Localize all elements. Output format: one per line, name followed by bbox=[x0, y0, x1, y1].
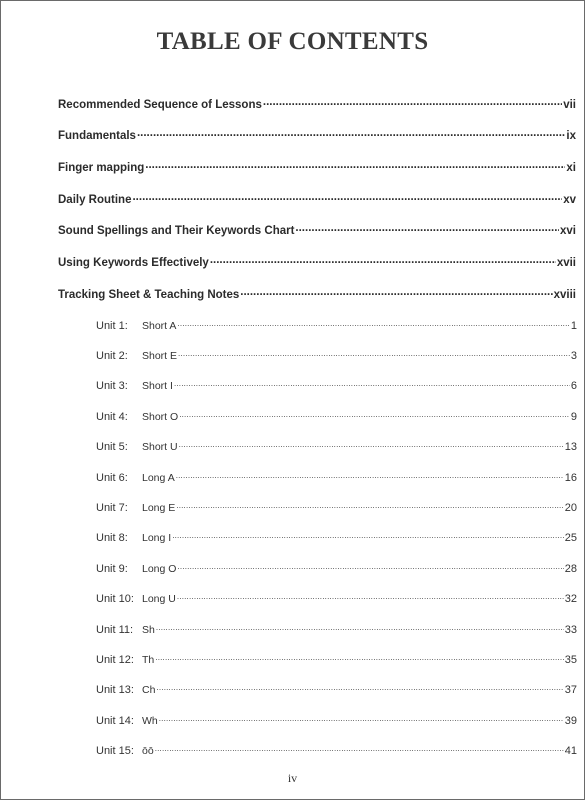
unit-number: Unit 2: bbox=[96, 350, 128, 362]
toc-entry-page: vii bbox=[563, 98, 576, 111]
unit-number: Unit 3: bbox=[96, 380, 128, 392]
toc-entry-page: xi bbox=[566, 161, 576, 174]
unit-page: 37 bbox=[564, 684, 577, 696]
unit-page: 39 bbox=[564, 715, 577, 727]
unit-entry[interactable] bbox=[96, 682, 577, 696]
toc-entry-label: Finger mapping bbox=[58, 161, 145, 174]
unit-number: Unit 15: bbox=[96, 745, 134, 757]
dot-leader bbox=[132, 191, 562, 203]
unit-entry[interactable] bbox=[96, 652, 577, 666]
dot-leader bbox=[178, 348, 570, 359]
unit-page: 3 bbox=[570, 350, 577, 362]
unit-page: 41 bbox=[564, 745, 577, 757]
dot-leader bbox=[263, 96, 562, 108]
unit-name: Long A bbox=[142, 472, 175, 484]
unit-name: Ch bbox=[142, 684, 156, 696]
dot-leader bbox=[177, 591, 564, 602]
toc-entry[interactable] bbox=[58, 222, 576, 237]
unit-number: Unit 10: bbox=[96, 593, 134, 605]
dot-leader bbox=[176, 500, 563, 511]
unit-entry[interactable] bbox=[96, 409, 577, 423]
toc-entry[interactable] bbox=[58, 159, 576, 174]
unit-entry[interactable] bbox=[96, 561, 577, 575]
toc-entry-page: xvi bbox=[560, 224, 576, 237]
unit-number: Unit 4: bbox=[96, 411, 128, 423]
unit-number: Unit 13: bbox=[96, 684, 134, 696]
toc-entry[interactable] bbox=[58, 286, 576, 301]
unit-entry[interactable] bbox=[96, 591, 577, 605]
toc-entry-label: Recommended Sequence of Lessons bbox=[58, 98, 262, 111]
unit-name: Sh bbox=[142, 624, 155, 636]
dot-leader bbox=[155, 743, 564, 754]
unit-number: Unit 1: bbox=[96, 320, 128, 332]
dot-leader bbox=[159, 713, 564, 724]
unit-name: Short O bbox=[142, 411, 179, 423]
toc-entry-label: Daily Routine bbox=[58, 193, 132, 206]
unit-name: Long U bbox=[142, 593, 176, 605]
unit-number: Unit 9: bbox=[96, 563, 128, 575]
dot-leader bbox=[172, 530, 564, 541]
unit-page: 16 bbox=[564, 472, 577, 484]
unit-entry[interactable] bbox=[96, 530, 577, 544]
unit-name: Short E bbox=[142, 350, 178, 362]
unit-number: Unit 7: bbox=[96, 502, 128, 514]
unit-number: Unit 11: bbox=[96, 624, 134, 636]
unit-entry[interactable] bbox=[96, 439, 577, 453]
unit-entry[interactable] bbox=[96, 318, 577, 332]
toc-entry-page: xv bbox=[563, 193, 576, 206]
dot-leader bbox=[145, 159, 565, 171]
toc-entry[interactable] bbox=[58, 254, 576, 269]
unit-page: 32 bbox=[564, 593, 577, 605]
unit-name: Long O bbox=[142, 563, 177, 575]
unit-page: 20 bbox=[564, 502, 577, 514]
unit-entry[interactable] bbox=[96, 470, 577, 484]
unit-number: Unit 6: bbox=[96, 472, 128, 484]
dot-leader bbox=[179, 439, 564, 450]
dot-leader bbox=[210, 254, 556, 266]
unit-page: 28 bbox=[564, 563, 577, 575]
unit-number: Unit 14: bbox=[96, 715, 134, 727]
dot-leader bbox=[155, 652, 563, 663]
dot-leader bbox=[177, 561, 563, 572]
dot-leader bbox=[156, 682, 563, 693]
toc-entry[interactable] bbox=[58, 96, 576, 111]
unit-name: Wh bbox=[142, 715, 158, 727]
unit-entry[interactable] bbox=[96, 348, 577, 362]
toc-entry-label: Fundamentals bbox=[58, 129, 136, 142]
dot-leader bbox=[174, 378, 570, 389]
dot-leader bbox=[156, 622, 564, 633]
dot-leader bbox=[240, 286, 552, 298]
page-number: iv bbox=[287, 771, 298, 785]
toc-entry-label: Sound Spellings and Their Keywords Chart bbox=[58, 224, 295, 237]
unit-number: Unit 12: bbox=[96, 654, 134, 666]
unit-name: Short U bbox=[142, 441, 178, 453]
dot-leader bbox=[179, 409, 570, 420]
unit-name: Short A bbox=[142, 320, 177, 332]
unit-page: 35 bbox=[564, 654, 577, 666]
unit-page: 9 bbox=[570, 411, 577, 423]
dot-leader bbox=[137, 127, 565, 139]
toc-entry[interactable] bbox=[58, 127, 576, 142]
unit-page: 13 bbox=[564, 441, 577, 453]
unit-name: Long I bbox=[142, 532, 172, 544]
unit-page: 25 bbox=[564, 532, 577, 544]
unit-name: Short I bbox=[142, 380, 173, 392]
unit-name: Long E bbox=[142, 502, 176, 514]
unit-entry[interactable] bbox=[96, 378, 577, 392]
unit-entry[interactable] bbox=[96, 713, 577, 727]
unit-entry[interactable] bbox=[96, 500, 577, 514]
toc-entry[interactable] bbox=[58, 191, 576, 206]
unit-entry[interactable] bbox=[96, 622, 577, 636]
dot-leader bbox=[177, 318, 569, 329]
dot-leader bbox=[176, 470, 564, 481]
toc-entry-label: Tracking Sheet & Teaching Notes bbox=[58, 288, 240, 301]
toc-entry-page: ix bbox=[566, 129, 576, 142]
toc-entry-page: xvii bbox=[556, 256, 576, 269]
unit-page: 6 bbox=[570, 380, 577, 392]
toc-entry-label: Using Keywords Effectively bbox=[58, 256, 209, 269]
unit-entry[interactable] bbox=[96, 743, 577, 757]
page-title: TABLE OF CONTENTS bbox=[156, 28, 429, 55]
toc-entry-page: xviii bbox=[553, 288, 576, 301]
unit-name: Th bbox=[142, 654, 155, 666]
dot-leader bbox=[295, 222, 559, 234]
unit-number: Unit 8: bbox=[96, 532, 128, 544]
unit-page: 33 bbox=[564, 624, 577, 636]
unit-name: ōō bbox=[142, 745, 154, 757]
unit-page: 1 bbox=[570, 320, 577, 332]
unit-number: Unit 5: bbox=[96, 441, 128, 453]
